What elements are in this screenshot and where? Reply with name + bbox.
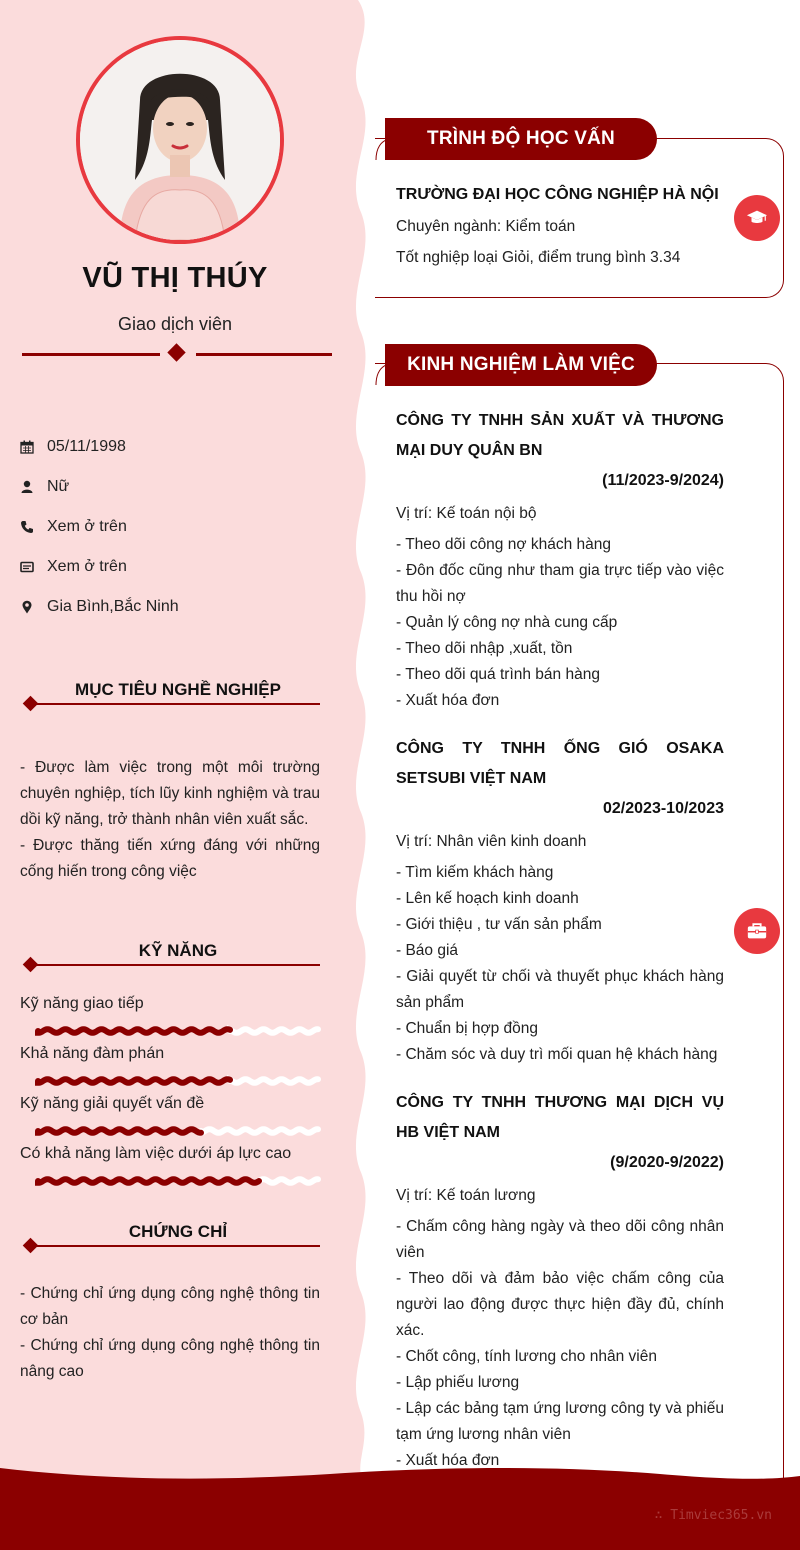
contact-value: 05/11/1998 — [47, 438, 126, 455]
job-task: - Xuất hóa đơn — [396, 1452, 500, 1469]
profile-photo — [76, 36, 284, 244]
divider-right — [196, 353, 332, 356]
job-position: Vị trí: Kế toán lương — [396, 1187, 536, 1204]
phone-icon — [20, 520, 34, 534]
job-task: - Lên kế hoạch kinh doanh — [396, 890, 579, 907]
job-task: - Quản lý công nợ nhà cung cấp — [396, 614, 618, 631]
contact-value: Xem ở trên — [47, 558, 127, 575]
skill-level-bar — [34, 1074, 322, 1088]
objective-line: - Được thăng tiến xứng đáng với những cống hiến trong công việc — [20, 837, 320, 880]
job-task: - Chăm sóc và duy trì mối quan hệ khách hàng — [396, 1046, 718, 1063]
heading-underline — [36, 964, 320, 966]
job-task: - Theo dõi nhập ,xuất, tồn — [396, 640, 573, 657]
skill-name: Khả năng đàm phán — [20, 1045, 165, 1062]
job-task: - Lập phiếu lương — [396, 1374, 520, 1391]
job-task: - Lập các bảng tạm ứng lương công ty và phiếu tạm ứng lương nhân viên — [396, 1400, 724, 1443]
education-major: Chuyên ngành: Kiểm toán — [396, 218, 576, 235]
skill-bar-remaining — [230, 1029, 318, 1033]
skill-name: Kỹ năng giải quyết vấn đề — [20, 1095, 205, 1112]
skill-bar-fill — [38, 1079, 230, 1083]
footer-wave — [0, 1464, 800, 1550]
contact-email — [20, 555, 127, 579]
email-icon — [20, 560, 34, 574]
job-position: Vị trí: Nhân viên kinh doanh — [396, 833, 587, 850]
company-name: CÔNG TY TNHH ỐNG GIÓ OSAKA SETSUBI VIỆT NAM — [396, 740, 724, 787]
skills-heading — [20, 941, 320, 981]
objective-title: MỤC TIÊU NGHỀ NGHIỆP — [75, 680, 281, 699]
job-task: - Theo dõi quá trình bán hàng — [396, 666, 600, 683]
education-badge — [734, 195, 780, 241]
briefcase-icon — [746, 920, 768, 942]
skill-bar-remaining — [230, 1079, 318, 1083]
job-position: Vị trí: Kế toán nội bộ — [396, 505, 537, 522]
person-icon — [20, 480, 34, 494]
job-period: (11/2023-9/2024) — [602, 472, 724, 489]
graduation-cap-icon — [746, 207, 768, 229]
certificate-line: - Chứng chỉ ứng dụng công nghệ thông tin nâng cao — [20, 1337, 320, 1380]
skill-level-bar — [34, 1174, 322, 1188]
heading-underline — [36, 1245, 320, 1247]
experience-heading: KINH NGHIỆM LÀM VIỆC — [385, 344, 657, 386]
job-task: - Theo dõi và đảm bảo việc chấm công của người lao động được thực hiện đầy đủ, chính xác. — [396, 1270, 724, 1339]
skill-name: Kỹ năng giao tiếp — [20, 995, 144, 1012]
skill-level-bar — [34, 1024, 322, 1038]
contact-value: Nữ — [47, 478, 70, 495]
job-task: - Giới thiệu , tư vấn sản phẩm — [396, 916, 602, 933]
job-tasks — [396, 1214, 724, 1474]
company-name: CÔNG TY TNHH THƯƠNG MẠI DỊCH VỤ HB VIỆT NAM — [396, 1094, 724, 1141]
objective-heading — [20, 680, 320, 720]
job-task: - Xuất hóa đơn — [396, 692, 500, 709]
contact-birthday — [20, 435, 126, 459]
divider-left — [22, 353, 160, 356]
skill-bar-fill — [38, 1129, 201, 1133]
contact-value: Xem ở trên — [47, 518, 127, 535]
job-period: 02/2023-10/2023 — [603, 800, 724, 817]
school-name: TRƯỜNG ĐẠI HỌC CÔNG NGHIỆP HÀ NỘI — [396, 186, 719, 203]
job-task: - Báo giá — [396, 942, 459, 959]
watermark: ∴ Timviec365.vn — [654, 1508, 772, 1523]
job-task: - Chuẩn bị hợp đồng — [396, 1020, 539, 1037]
job-period: (9/2020-9/2022) — [610, 1154, 724, 1171]
company-name: CÔNG TY TNHH SẢN XUẤT VÀ THƯƠNG MẠI DUY QUÂN BN — [396, 412, 724, 459]
skill-name: Có khả năng làm việc dưới áp lực cao — [20, 1145, 292, 1162]
contact-phone — [20, 515, 127, 539]
objective-line: - Được làm việc trong một môi trường chuyên nghiệp, tích lũy kinh nghiệm và trau dồi kỹ năng, trở thành nhân viên xuất sắc. — [20, 759, 320, 828]
job-tasks — [396, 860, 724, 1068]
job-task: - Giải quyết từ chối và thuyết phục khách hàng sản phẩm — [396, 968, 724, 1011]
objective-text — [20, 755, 320, 885]
contact-address — [20, 595, 179, 619]
person-portrait-icon — [80, 40, 280, 240]
skill-bar-fill — [38, 1029, 230, 1033]
candidate-name: VŨ THỊ THÚY — [82, 262, 268, 294]
job-task: - Theo dõi công nợ khách hàng — [396, 536, 611, 553]
location-pin-icon — [20, 600, 34, 614]
skills-title: KỸ NĂNG — [138, 941, 218, 960]
skill-bar-remaining — [259, 1179, 318, 1183]
certificates-text — [20, 1281, 320, 1385]
job-title: Giao dịch viên — [117, 314, 233, 334]
calendar-icon — [20, 440, 34, 454]
job-task: - Đôn đốc cũng như tham gia trực tiếp vào việc thu hồi nợ — [396, 562, 724, 605]
education-result: Tốt nghiệp loại Giỏi, điểm trung bình 3.34 — [396, 249, 681, 266]
skill-bar-fill — [38, 1179, 259, 1183]
job-task: - Chấm công hàng ngày và theo dõi công nhân viên — [396, 1218, 724, 1261]
experience-badge — [734, 908, 780, 954]
contact-gender — [20, 475, 69, 499]
education-heading: TRÌNH ĐỘ HỌC VẤN — [385, 118, 657, 160]
job-task: - Tìm kiếm khách hàng — [396, 864, 554, 881]
heading-underline — [36, 703, 320, 705]
certificate-line: - Chứng chỉ ứng dụng công nghệ thông tin cơ bản — [20, 1285, 320, 1328]
certificates-title: CHỨNG CHỈ — [128, 1222, 228, 1241]
job-task: - Chốt công, tính lương cho nhân viên — [396, 1348, 657, 1365]
job-tasks — [396, 532, 724, 714]
skill-bar-remaining — [201, 1129, 318, 1133]
contact-value: Gia Bình,Bắc Ninh — [47, 598, 179, 615]
skill-level-bar — [34, 1124, 322, 1138]
certificates-heading — [20, 1222, 320, 1262]
